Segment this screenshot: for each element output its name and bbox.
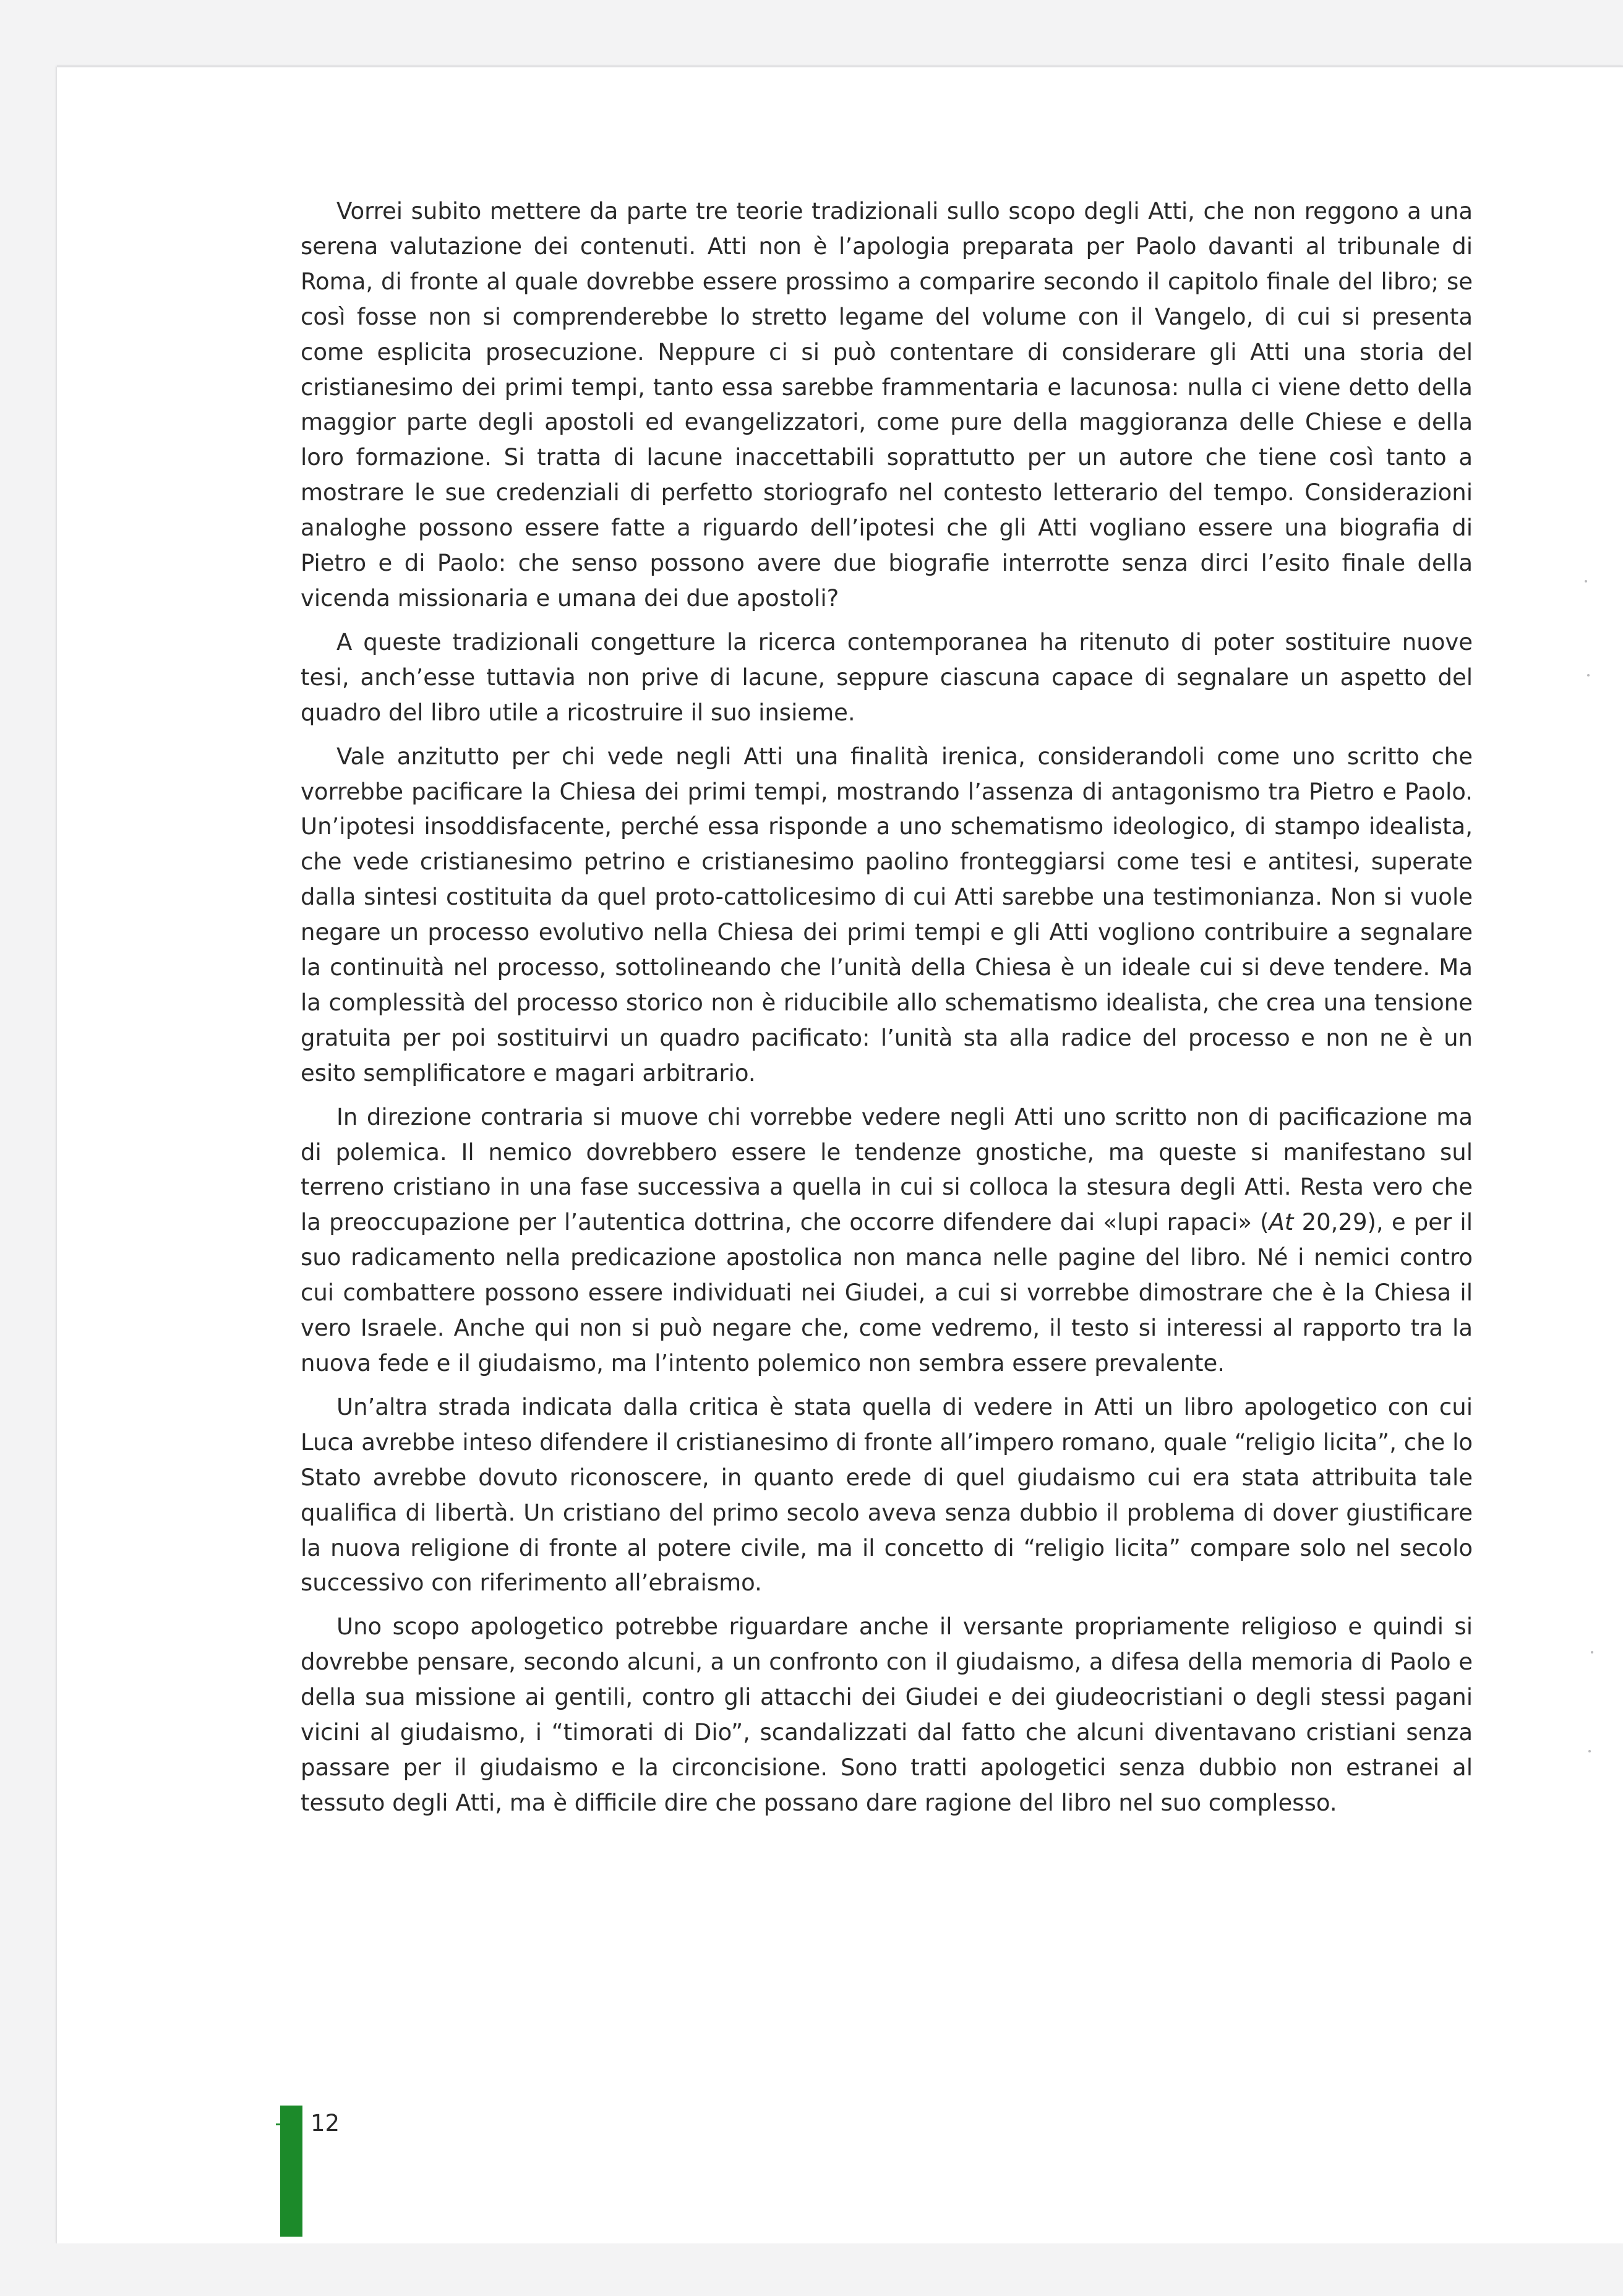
paragraph-4-text-a: In direzione contraria si muove chi vorrebbe vedere negli Atti uno scritto non di pacificazione ma di polemica. Il nemico dovrebbero essere le tendenze gnostiche, ma queste si manifestano sul terreno cristiano in una fase successiva a quella in cui si colloca la stesura degli Atti. Resta vero che la preoccupazione per l’autentica dottrina, che occorre difendere dai «lupi rapaci» ( xyxy=(301,1103,1473,1236)
body-text xyxy=(301,194,1473,1830)
page-top-edge xyxy=(57,66,1623,67)
paragraph-3: Vale anzitutto per chi vede negli Atti una finalità irenica, considerandoli come uno scritto che vorrebbe pacificare la Chiesa dei primi tempi, mostrando l’assenza di antagonismo tra Pietro e Paolo. Un’ipotesi insoddisfacente, perché essa risponde a uno schematismo ideologico, di stampo idealista, che vede cristianesimo petrino e cristianesimo paolino fronteggiarsi come tesi e antitesi, superate dalla sintesi costituita da quel proto-cattolicesimo di cui Atti sarebbe una testimonianza. Non si vuole negare un processo evolutivo nella Chiesa dei primi tempi e gli Atti vogliono contribuire a segnalare la continuità nel processo, sottolineando che l’unità della Chiesa è un ideale cui si deve tendere. Ma la complessità del processo storico non è riducibile allo schematismo idealista, che crea una tensione gratuita per poi sostituirvi un quadro pacificato: l’unità sta alla radice del processo e non ne è un esito semplificatore e magari arbitrario. xyxy=(301,743,1473,1086)
page-number: 12 xyxy=(310,2110,340,2136)
paragraph-4 xyxy=(301,1100,1473,1381)
footer-accent-bar xyxy=(280,2106,302,2237)
paragraph-5: Un’altra strada indicata dalla critica è stata quella di vedere in Atti un libro apologetico con cui Luca avrebbe inteso difendere il cristianesimo di fronte all’impero romano, quale “religio licita”, che lo Stato avrebbe dovuto riconoscere, in quanto erede di quel giudaismo cui era stata attribuita tale qualifica di libertà. Un cristiano del primo secolo aveva senza dubbio il problema di dover giustificare la nuova religione di fronte al potere civile, ma il concetto di “religio licita” compare solo nel secolo successivo con riferimento all’ebraismo. xyxy=(301,1393,1473,1597)
paragraph-1: Vorrei subito mettere da parte tre teorie tradizionali sullo scopo degli Atti, che non reggono a una serena valutazione dei contenuti. Atti non è l’apologia preparata per Paolo davanti al tribunale di Roma, di fronte al quale dovrebbe essere prossimo a comparire secondo il capitolo finale del libro; se così fosse non si comprenderebbe lo stretto legame del volume con il Vangelo, di cui si presenta come esplicita prosecuzione. Neppure ci si può contentare di considerare gli Atti una storia del cristianesimo dei primi tempi, tanto essa sarebbe frammentaria e lacunosa: nulla ci viene detto della maggior parte degli apostoli ed evangelizzatori, come pure della maggioranza delle Chiese e della loro formazione. Si tratta di lacune inaccettabili soprattutto per un autore che tiene così tanto a mostrare le sue credenziali di perfetto storiografo nel contesto letterario del tempo. Considerazioni analoghe possono essere fatte a riguardo dell’ipotesi che gli Atti vogliano essere una biografia di Pietro e di Paolo: che senso possono avere due biografie interrotte senza dirci l’esito finale della vicenda missionaria e umana dei due apostoli? xyxy=(301,198,1473,612)
bible-reference: At xyxy=(1269,1209,1294,1236)
paragraph-6: Uno scopo apologetico potrebbe riguardare anche il versante propriamente religioso e quindi si dovrebbe pensare, secondo alcuni, a un confronto con il giudaismo, a difesa della memoria di Paolo e della sua missione ai gentili, contro gli attacchi dei Giudei e dei giudeocristiani o degli stessi pagani vicini al giudaismo, i “timorati di Dio”, scandalizzati dal fatto che alcuni diventavano cristiani senza passare per il giudaismo e la circoncisione. Sono tratti apologetici senza dubbio non estranei al tessuto degli Atti, ma è difficile dire che possano dare ragione del libro nel suo complesso. xyxy=(301,1613,1473,1816)
scan-speck xyxy=(1587,674,1590,676)
scan-speck xyxy=(1585,580,1587,583)
page-left-edge xyxy=(56,67,57,2243)
paragraph-2: A queste tradizionali congetture la ricerca contemporanea ha ritenuto di poter sostituire nuove tesi, anch’esse tuttavia non prive di lacune, seppure ciascuna capace di segnalare un aspetto del quadro del libro utile a ricostruire il suo insieme. xyxy=(301,628,1473,726)
scan-speck xyxy=(1588,1750,1591,1752)
scan-speck xyxy=(1591,1651,1593,1654)
paragraph-4-text-b: 20,29), e per il suo radicamento nella predicazione apostolica non manca nelle pagine del libro. Né i nemici contro cui combattere possono essere individuati nei Giudei, a cui si vorrebbe dimostrare che è la Chiesa il vero Israele. Anche qui non si può negare che, come vedremo, il testo si interessi al rapporto tra la nuova fede e il giudaismo, ma l’intento polemico non sembra essere prevalente. xyxy=(301,1209,1473,1376)
